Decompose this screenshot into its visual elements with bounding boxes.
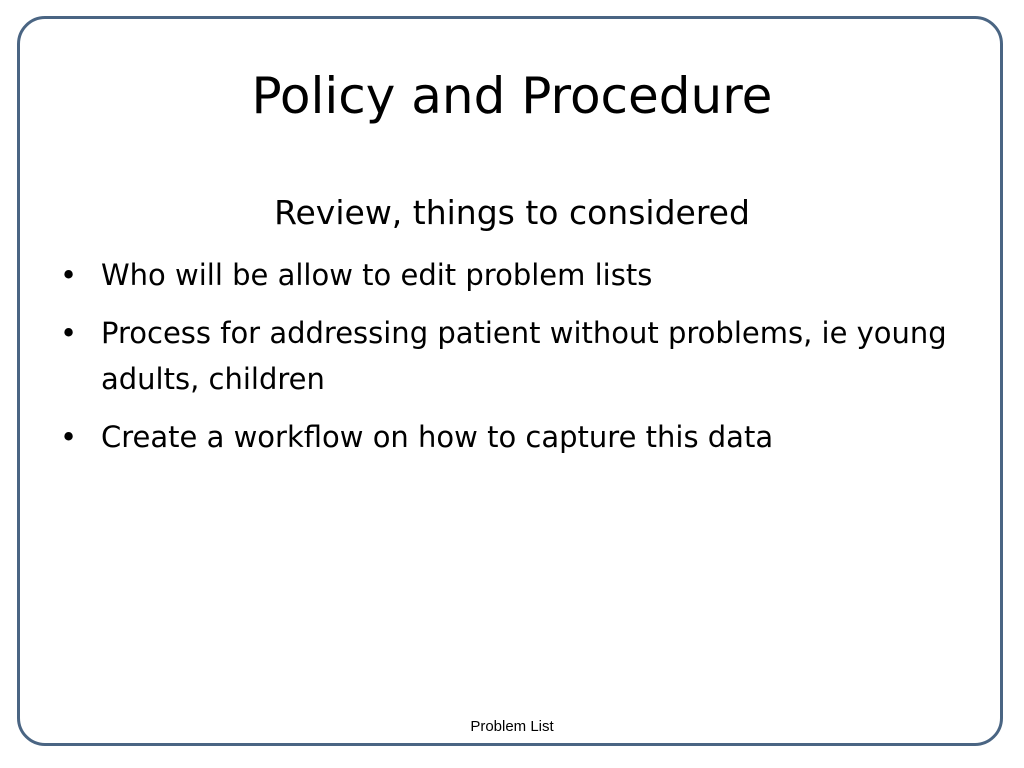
bullet-icon: • (60, 420, 78, 454)
bullet-text: Process for addressing patient without problems, ie young adults, children (101, 316, 947, 396)
bullet-item (60, 414, 960, 460)
slide-subtitle: Review, things to considered (274, 193, 750, 232)
bullet-icon: • (60, 258, 78, 292)
bullet-list (60, 252, 960, 472)
bullet-text: Create a workflow on how to capture this data (101, 420, 774, 454)
bullet-item (60, 310, 960, 402)
bullet-icon: • (60, 316, 78, 350)
bullet-text: Who will be allow to edit problem lists (101, 258, 653, 292)
slide-footer: Problem List (470, 718, 554, 735)
bullet-item (60, 252, 960, 298)
slide-title: Policy and Procedure (251, 67, 773, 125)
